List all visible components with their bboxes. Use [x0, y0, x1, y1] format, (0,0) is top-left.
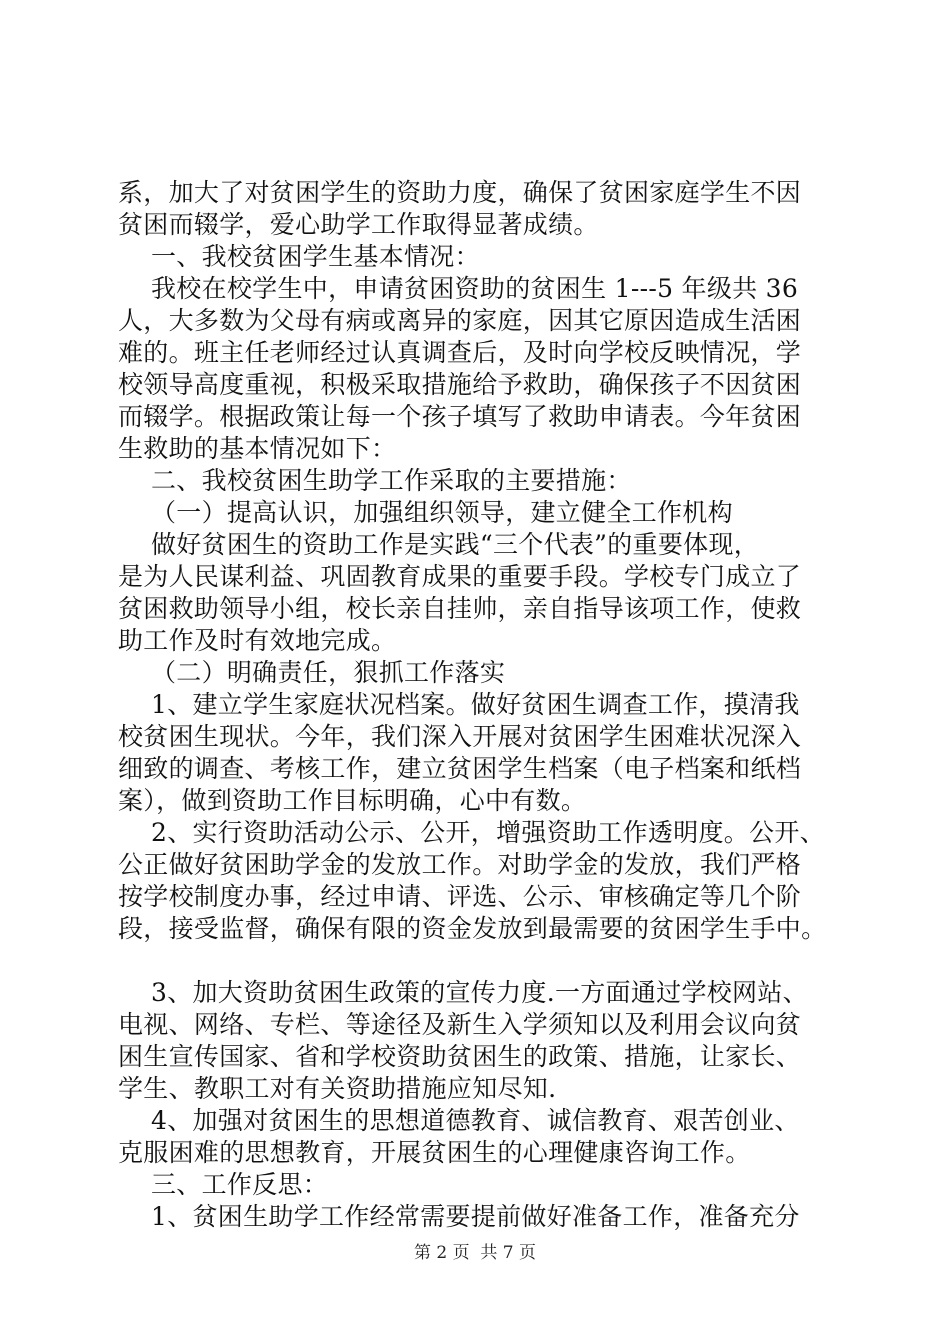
subsection-heading: （二）明确责任，狠抓工作落实 [118, 658, 506, 687]
text-line: 人，大多数为父母有病或离异的家庭，因其它原因造成生活困 [118, 306, 802, 335]
text-line: 校贫困生现状。今年，我们深入开展对贫困学生困难状况深入 [118, 722, 802, 751]
text-line: 细致的调查、考核工作，建立贫困学生档案（电子档案和纸档 [118, 754, 802, 783]
text-line: 困生宣传国家、省和学校资助贫困生的政策、措施，让家长、 [118, 1042, 802, 1071]
text-line: 难的。班主任老师经过认真调查后，及时向学校反映情况，学 [118, 338, 802, 367]
text-line: 是为人民谋利益、巩固教育成果的重要手段。学校专门成立了 [118, 562, 802, 591]
text-line: 贫困而辍学，爱心助学工作取得显著成绩。 [118, 210, 599, 239]
text-line: 案），做到资助工作目标明确，心中有数。 [118, 786, 587, 815]
text-line: 按学校制度办事，经过申请、评选、公示、审核确定等几个阶 [118, 882, 802, 911]
text-line: 而辍学。根据政策让每一个孩子填写了救助申请表。今年贫困 [118, 402, 802, 431]
text-line: 我校在校学生中，申请贫困资助的贫困生 1---5 年级共 36 [118, 274, 799, 303]
text-line: 电视、网络、专栏、等途径及新生入学须知以及利用会议向贫 [118, 1010, 802, 1039]
text-line: 段，接受监督，确保有限的资金发放到最需要的贫困学生手中。 [118, 914, 827, 943]
text-line: 助工作及时有效地完成。 [118, 626, 397, 655]
text-line: 3、加大资助贫困生政策的宣传力度.一方面通过学校网站、 [118, 978, 808, 1007]
text-line: 校领导高度重视，积极采取措施给予救助，确保孩子不因贫困 [118, 370, 802, 399]
text-line: 1、建立学生家庭状况档案。做好贫困生调查工作，摸清我 [118, 690, 800, 719]
text-line: 学生、教职工对有关资助措施应知尽知. [118, 1074, 557, 1103]
section-heading: 一、我校贫困学生基本情况： [118, 242, 480, 271]
subsection-heading: （一）提高认识，加强组织领导，建立健全工作机构 [118, 498, 733, 527]
text-line: 4、加强对贫困生的思想道德教育、诚信教育、艰苦创业、 [118, 1106, 800, 1135]
text-line: 生救助的基本情况如下： [118, 434, 397, 463]
section-heading: 三、工作反思： [118, 1170, 329, 1199]
text-line: 1、贫困生助学工作经常需要提前做好准备工作，准备充分 [118, 1202, 800, 1231]
section-heading: 二、我校贫困生助学工作采取的主要措施： [118, 466, 632, 495]
page-footer: 第 2 页 共 7 页 [413, 1243, 537, 1263]
text-line: 2、实行资助活动公示、公开，增强资助工作透明度。公开、 [118, 818, 825, 847]
text-line: 公正做好贫困助学金的发放工作。对助学金的发放，我们严格 [118, 850, 802, 879]
text-line: 系，加大了对贫困学生的资助力度，确保了贫困家庭学生不因 [118, 178, 802, 207]
text-line: 贫困救助领导小组，校长亲自挂帅，亲自指导该项工作，使救 [118, 594, 802, 623]
text-line: 做好贫困生的资助工作是实践“三个代表”的重要体现， [118, 530, 760, 559]
text-line: 克服困难的思想教育，开展贫困生的心理健康咨询工作。 [118, 1138, 751, 1167]
